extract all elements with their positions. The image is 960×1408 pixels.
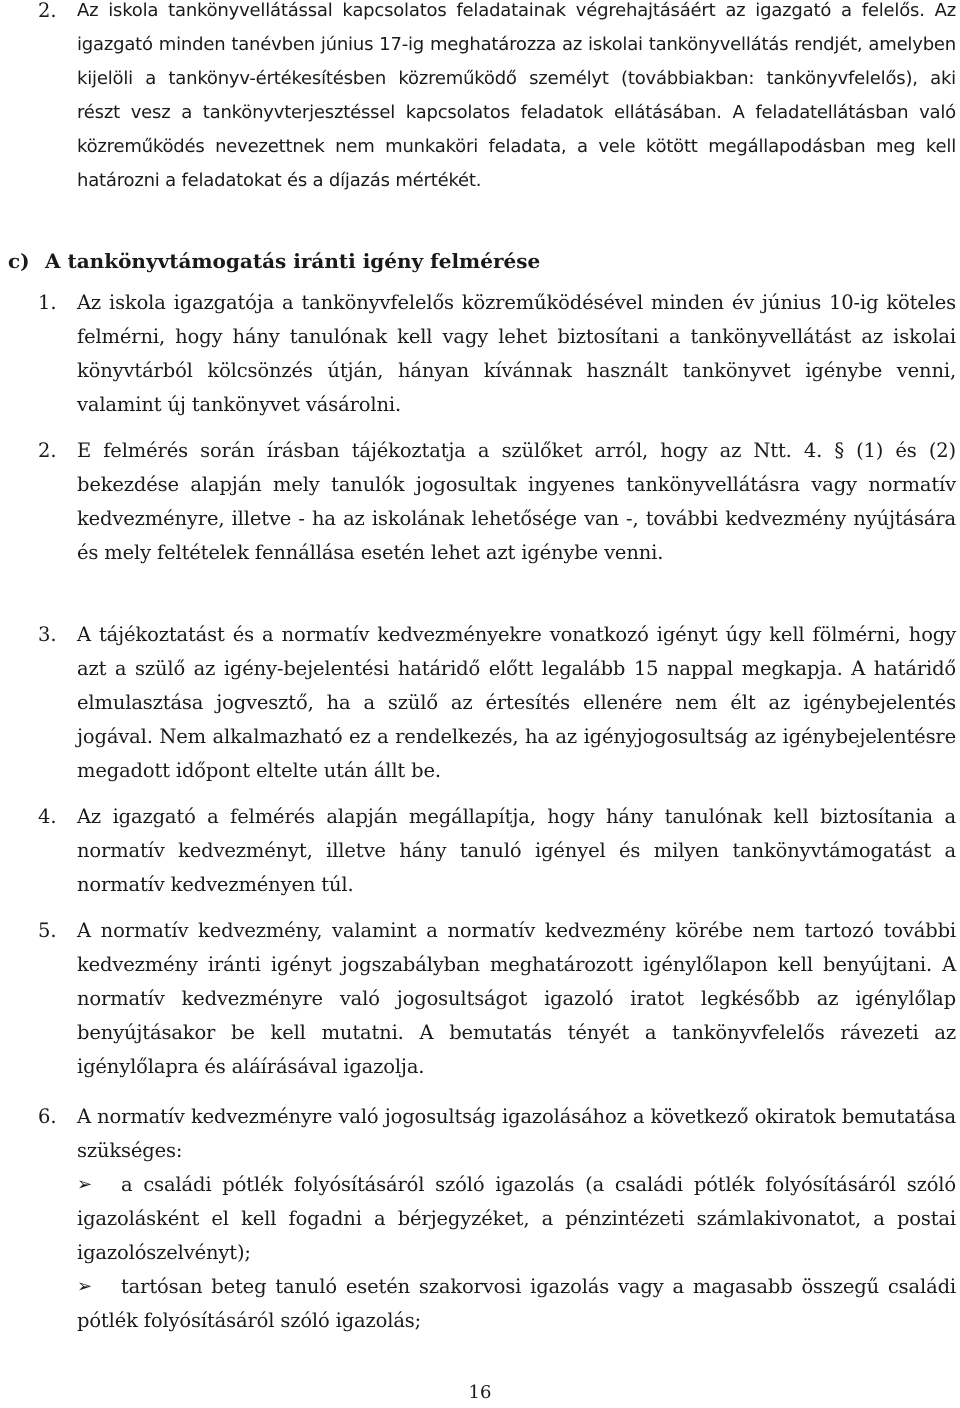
section-c-item-4 <box>38 800 956 902</box>
item-text: A normatív kedvezményre való jogosultság igazolásához a következő okiratok bemutatása szükséges: <box>77 1105 956 1162</box>
item-text: Az iskola tankönyvellátással kapcsolatos feladatainak végrehajtásáért az igazgató a felelős. Az igazgató minden tanévben június 17-ig meghatározza az iskolai tankönyvellátás rendjét, amelyben kijelöli a tankönyv-értékesítésben közreműködő személyt (továbbiakban: tankönyvfelelős), aki részt vesz a tankönyvterjesztéssel kapcsolatos feladatok ellátásában. A feladatellátásban való közreműködés nevezettnek nem munkaköri feladata, a vele kötött megállapodásban meg kell határozni a feladatokat és a díjazás mértékét. <box>77 0 956 191</box>
item-number: 5. <box>38 919 57 942</box>
section-c-heading <box>8 244 540 278</box>
section-c-item-1 <box>38 286 956 422</box>
section-b-item-2 <box>38 0 956 198</box>
section-title: A tankönyvtámogatás iránti igény felmérése <box>45 249 541 273</box>
bullet-text: a családi pótlék folyósításáról szóló igazolás (a családi pótlék folyósításáról szóló igazolásként el kell fogadni a bérjegyzéket, a pénzintézeti számlakivonatot, a postai igazolószelvényt); <box>77 1173 956 1264</box>
item-number: 1. <box>38 291 57 314</box>
section-c-item-3 <box>38 618 956 788</box>
item-number: 4. <box>38 805 57 828</box>
item-text: A tájékoztatást és a normatív kedvezményekre vonatkozó igényt úgy kell fölmérni, hogy azt a szülő az igény-bejelentési határidő előtt legalább 15 nappal megkapja. A határidő elmulasztása jogvesztő, ha a szülő az értesítés ellenére nem élt az igénybejelentés jogával. Nem alkalmazható ez a rendelkezés, ha az igényjogosultság az igénybejelentésre megadott időpont eltelte után állt be. <box>77 623 956 782</box>
section-letter: c) <box>8 249 30 273</box>
item-number: 6. <box>38 1105 57 1128</box>
arrowhead-bullet-icon: ➢ <box>77 1276 92 1297</box>
item-text: Az iskola igazgatója a tankönyvfelelős közreműködésével minden év június 10-ig köteles felmérni, hogy hány tanulónak kell vagy lehet biztosítani a tankönyvellátást az iskolai könyvtárból kölcsönzés útján, hányan kívánnak használt tankönyvet igénybe venni, valamint új tankönyvet vásárolni. <box>77 291 956 416</box>
item-text: E felmérés során írásban tájékoztatja a szülőket arról, hogy az Ntt. 4. § (1) és (2) bekezdése alapján mely tanulók jogosultak ingyenes tankönyvellátásra vagy normatív kedvezményre, illetve - ha az iskolának lehetősége van -, további kedvezmény nyújtására és mely feltételek fennállása esetén lehet azt igénybe venni. <box>77 439 956 564</box>
item-number: 3. <box>38 623 57 646</box>
item-number: 2. <box>38 439 57 462</box>
item-text: Az igazgató a felmérés alapján megállapítja, hogy hány tanulónak kell biztosítania a normatív kedvezményt, illetve hány tanuló igényel és milyen tankönyvtámogatást a normatív kedvezményen túl. <box>77 805 956 896</box>
bullet-item <box>77 1168 956 1270</box>
section-c-item-6 <box>38 1100 956 1338</box>
item-number: 2. <box>38 0 57 22</box>
item-text: A normatív kedvezmény, valamint a normatív kedvezmény körébe nem tartozó további kedvezmény iránti igényt jogszabályban meghatározott igénylőlapon kell benyújtani. A normatív kedvezményre való jogosultságot igazoló iratot legkésőbb az igénylőlap benyújtásakor be kell mutatni. A bemutatás tényét a tankönyvfelelős rávezeti az igénylőlapra és aláírásával igazolja. <box>77 919 956 1078</box>
page-number: 16 <box>468 1382 492 1403</box>
arrowhead-bullet-icon: ➢ <box>77 1174 92 1195</box>
section-c-item-2 <box>38 434 956 570</box>
section-c-item-5 <box>38 914 956 1084</box>
bullet-text: tartósan beteg tanuló esetén szakorvosi igazolás vagy a magasabb összegű családi pótlék folyósításáról szóló igazolás; <box>77 1275 956 1332</box>
bullet-item <box>77 1270 956 1338</box>
